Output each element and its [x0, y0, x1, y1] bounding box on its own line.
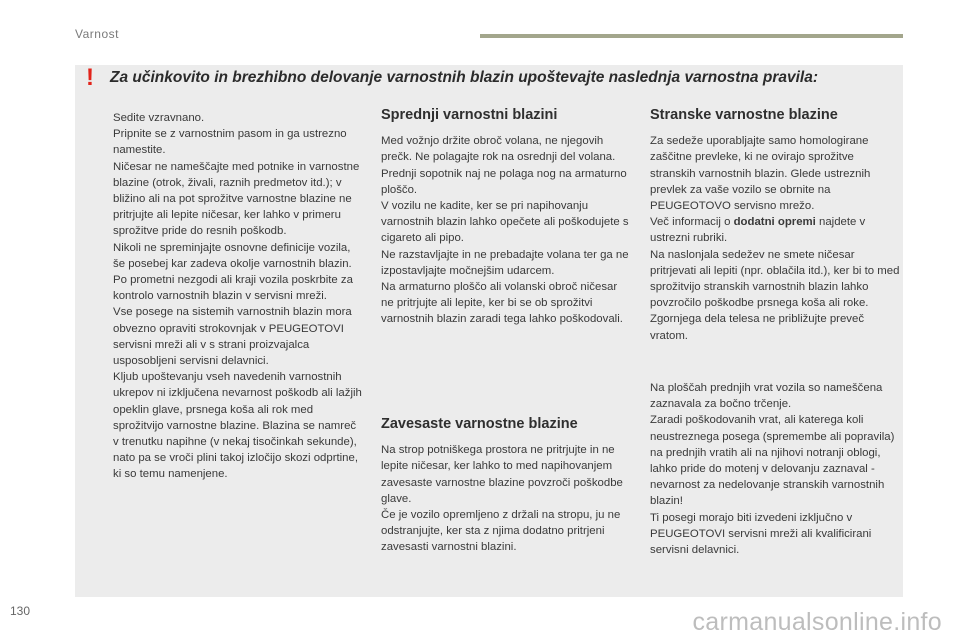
- column-door-sensors: [650, 380, 900, 558]
- paragraph: Vse posege na sistemih varnostnih blazin mora obvezno opraviti strokovnjak v PEUGEOTOVI servisni mreži ali v s strani proizvajalca usposobljeni servisni delavnici.: [113, 306, 352, 368]
- paragraph: Ničesar ne nameščajte med potnike in varnostne blazine (otrok, živali, raznih predmetov itd.); v bližino ali na pot sprožitve varnostne blazine ne pritrjujte ali lepite ničesar, ker lahko v primeru sprožitve pride do resnih poškodb.: [113, 160, 360, 238]
- paragraph: [650, 214, 900, 246]
- column-general: [113, 110, 363, 483]
- text: najdete v ustrezni rubriki.: [650, 216, 866, 245]
- paragraph: Na naslonjala sedežev ne smete ničesar pritrjevati ali lepiti (npr. oblačila itd.), ker bi to med sprožitvijo stranskih varnostnih blazin lahko povzročilo poškodbe prsnega koša ali roke.: [650, 248, 900, 310]
- paragraph: Ne razstavljajte in ne prebadajte volana ter ga ne izpostavljajte močnejšim udarcem.: [381, 248, 629, 277]
- paragraph: Kljub upoštevanju vseh navedenih varnostnih ukrepov ni izključena nevarnost poškodb ali lažjih opeklin glave, prsnega koša ali rok med sprožitvijo varnostne blazine. Blazina se namreč v trenutku napihne (v nekaj tisočinkah sekunde), nato pa se vroči plini takoj izločijo skozi odprtine, ki so temu namenjene.: [113, 371, 362, 481]
- column-side-airbags: [650, 107, 900, 344]
- paragraph: Na strop potniškega prostora ne pritrjujte in ne lepite ničesar, ker lahko to med napihovanjem zavesaste varnostne blazine povzroči poškodbe glave.: [381, 444, 623, 505]
- paragraph: V vozilu ne kadite, ker se pri napihovanju varnostnih blazin lahko opečete ali poškodujete s cigareto ali pipo.: [381, 200, 629, 245]
- paragraph: Na ploščah prednjih vrat vozila so nameščena zaznavala za bočno trčenje.: [650, 382, 883, 411]
- section-title: Varnost: [75, 27, 119, 41]
- panel-headline: Za učinkovito in brezhibno delovanje varnostnih blazin upoštevajte naslednja varnostna pravila:: [110, 69, 818, 86]
- text: Več informacij o: [650, 216, 734, 229]
- paragraph: Nikoli ne spreminjajte osnovne definicije vozila, še posebej kar zadeva okolje varnostnih blazin.: [113, 241, 352, 270]
- paragraph: Po prometni nezgodi ali kraji vozila poskrbite za kontrolo varnostnih blazin v servisni mreži.: [113, 274, 353, 303]
- exclamation-icon: !: [86, 64, 94, 91]
- paragraph: Zaradi poškodovanih vrat, ali katerega koli neustreznega posega (spremembe ali popravila) na prednjih vratih ali na njihovi notranji oblogi, lahko pride do motenj v delovanju zaznaval - nevarnost za nedelovanje stranskih varnostnih blazin!: [650, 414, 895, 508]
- curtain-airbags-heading: Zavesaste varnostne blazine: [381, 416, 578, 432]
- paragraph: Prednji sopotnik naj ne polaga nog na armaturno ploščo.: [381, 167, 627, 196]
- paragraph: Pripnite se z varnostnim pasom in ga ustrezno namestite.: [113, 128, 347, 157]
- paragraph: Če je vozilo opremljeno z držali na stropu, ju ne odstranjujte, ker sta z njima dodatno pritrjeni zavesasti varnostni blazini.: [381, 509, 621, 554]
- paragraph: Za sedeže uporabljajte samo homologirane zaščitne prevleke, ki ne ovirajo sprožitve stranskih varnostnih blazin. Glede ustreznih prevlek za vaše vozilo se obrnite na PEUGEOTOVO servisno mrežo.: [650, 135, 871, 213]
- header-rule: [480, 34, 903, 38]
- column-front-airbags: [381, 107, 631, 328]
- accessories-reference: dodatni opremi: [733, 216, 816, 229]
- watermark: carmanualsonline.info: [692, 608, 942, 636]
- paragraph: Med vožnjo držite obroč volana, ne njegovih prečk. Ne polagajte rok na osrednji del volana.: [381, 135, 616, 164]
- front-airbags-heading: Sprednji varnostni blazini: [381, 107, 558, 123]
- paragraph: Ti posegi morajo biti izvedeni izključno v PEUGEOTOVI servisni mreži ali kvalificirani servisni delavnici.: [650, 511, 872, 557]
- page-number: 130: [10, 604, 31, 618]
- paragraph: Na armaturno ploščo ali volanski obroč ničesar ne pritrjujte ali lepite, ker bi se ob sprožitvi varnostnih blazin zaradi tega lahko poškodovali.: [381, 281, 623, 326]
- side-airbags-heading: Stranske varnostne blazine: [650, 107, 838, 123]
- paragraph: Zgornjega dela telesa ne približujte preveč vratom.: [650, 313, 865, 342]
- paragraph: Sedite vzravnano.: [113, 112, 205, 124]
- column-curtain-airbags: [381, 416, 631, 556]
